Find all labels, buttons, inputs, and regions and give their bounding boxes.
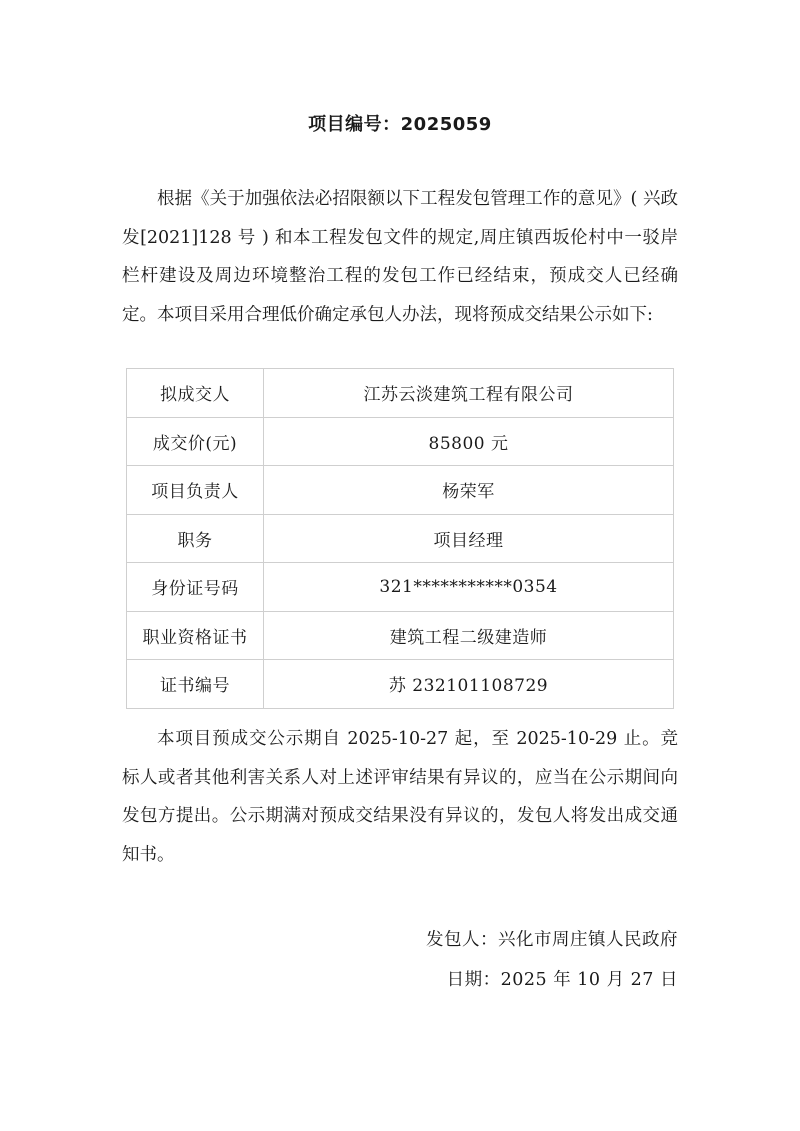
- row-value: 项目经理: [264, 514, 674, 563]
- result-table: [126, 368, 674, 709]
- row-label: 证书编号: [127, 660, 264, 709]
- table-row: [127, 369, 674, 418]
- table-row: [127, 660, 674, 709]
- row-label: 项目负责人: [127, 466, 264, 515]
- table-row: [127, 563, 674, 612]
- row-label: 身份证号码: [127, 563, 264, 612]
- row-label: 职业资格证书: [127, 611, 264, 660]
- notice-paragraph: 本项目预成交公示期自 2025-10-27 起，至 2025-10-29 止。竞标人或者其他利害关系人对上述评审结果有异议的，应当在公示期间向发包方提出。公示期满对预成交结果没有异议的，发包人将发出成交通知书。: [122, 729, 678, 865]
- row-value: 建筑工程二级建造师: [264, 611, 674, 660]
- row-value: 85800 元: [264, 417, 674, 466]
- table-row: [127, 514, 674, 563]
- row-value: 苏 232101108729: [264, 660, 674, 709]
- table-row: [127, 611, 674, 660]
- intro-paragraph: 根据《关于加强依法必招限额以下工程发包管理工作的意见》( 兴政发[2021]128 号 ) 和本工程发包文件的规定,周庄镇西坂伦村中一驳岸栏杆建设及周边环境整治工程的发包工作已经结束，预成交人已经确定。本项目采用合理低价确定承包人办法，现将预成交结果公示如下:: [122, 189, 678, 325]
- issue-date: 日期：2025 年 10 月 27 日: [446, 970, 678, 990]
- table-row: [127, 466, 674, 515]
- row-value: 321***********0354: [264, 563, 674, 612]
- table-row: [127, 417, 674, 466]
- row-value: 杨荣军: [264, 466, 674, 515]
- row-value: 江苏云淡建筑工程有限公司: [264, 369, 674, 418]
- row-label: 拟成交人: [127, 369, 264, 418]
- row-label: 成交价(元): [127, 417, 264, 466]
- row-label: 职务: [127, 514, 264, 563]
- issuer-signature: 发包人：兴化市周庄镇人民政府: [426, 930, 678, 950]
- project-number-title: 项目编号：2025059: [308, 114, 492, 135]
